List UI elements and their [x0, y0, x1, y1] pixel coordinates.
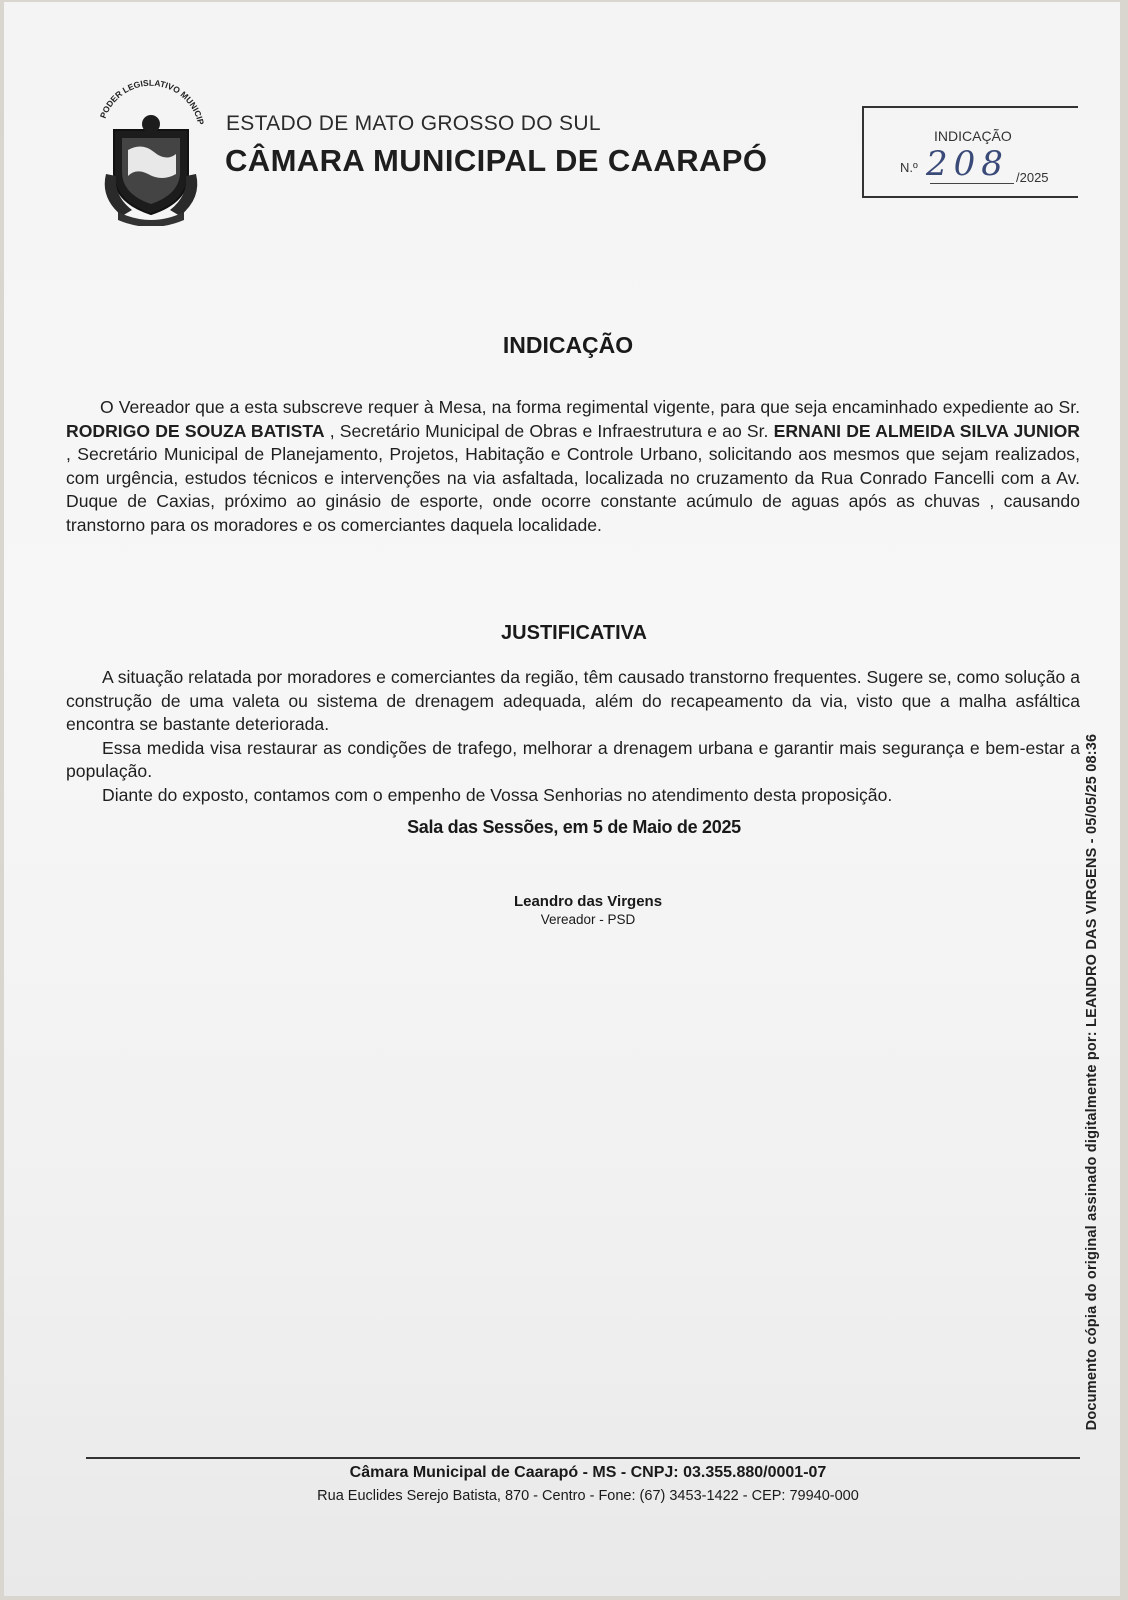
justification-paragraph-1: A situação relatada por moradores e comerciantes da região, têm causado transtorno frequentes. Sugere se, como solução a construção de uma valeta ou sistema de drenagem adequada, além do recapeamento da via, visto que a malha asfáltica encontra se bastante deteriorada. [66, 667, 1080, 735]
handwritten-number: 208 [926, 144, 1009, 184]
signer-role: Vereador - PSD [540, 912, 636, 927]
document-title: INDICAÇÃO [502, 332, 634, 358]
footer-institution: Câmara Municipal de Caarapó - MS - CNPJ: 03.355.880/0001-07 [349, 1464, 827, 1481]
request-text-1: O Vereador que a esta subscreve requer à Mesa, na forma regimental vigente, para que seja encaminhado expediente ao Sr. [100, 397, 1080, 417]
footer-divider [86, 1457, 1080, 1459]
secretary-name-2: ERNANI DE ALMEIDA SILVA JUNIOR [773, 420, 1080, 441]
digital-signature-text: Documento cópia do original assinado digitalmente por: LEANDRO DAS VIRGENS - 05/05/25 08:36 [1084, 733, 1100, 1431]
footer-address: Rua Euclides Serejo Batista, 870 - Centro - Fone: (67) 3453-1422 - CEP: 79940-000 [317, 1488, 859, 1504]
municipal-seal-icon [92, 78, 210, 226]
indicacao-box-label: INDICAÇÃO [934, 128, 1012, 144]
svg-text:PODER LEGISLATIVO MUNICIPAL: PODER LEGISLATIVO MUNICIP [97, 78, 206, 126]
justification-paragraph-3: Diante do exposto, contamos com o empenho de Vossa Senhorias no atendimento desta proposição. [102, 784, 893, 805]
session-date-line: Sala das Sessões, em 5 de Maio de 2025 [407, 817, 741, 837]
request-paragraph [66, 396, 1080, 538]
indicacao-number-box [862, 106, 1078, 198]
state-name: ESTADO DE MATO GROSSO DO SUL [226, 112, 601, 135]
justification-paragraph-2: Essa medida visa restaurar as condições de trafego, melhorar a drenagem urbana e garantir mais segurança e bem-estar a população. [66, 737, 1080, 782]
number-underline [930, 183, 1014, 184]
document-page [4, 2, 1120, 1596]
secretary-name-1: RODRIGO DE SOUZA BATISTA [66, 420, 325, 441]
request-text-2: , Secretário Municipal de Obras e Infraestrutura e ao Sr. [324, 420, 774, 441]
number-year: /2025 [1016, 170, 1049, 185]
chamber-name: CÂMARA MUNICIPAL DE CAARAPÓ [225, 143, 768, 178]
justification-body [66, 666, 1080, 808]
request-text-3: , Secretário Municipal de Planejamento, Projetos, Habitação e Controle Urbano, solicitando aos mesmos que sejam realizados, com urgência, estudos técnicos e intervenções na via asfaltada, localizada no cruzamento da Rua Conrado Fancelli com a Av. Duque de Caxias, próximo ao ginásio de esporte, onde ocorre constante acúmulo de aguas após as chuvas , causando transtorno para os moradores e os comerciantes daquela localidade. [66, 444, 1080, 535]
justification-title: JUSTIFICATIVA [501, 622, 647, 644]
signer-name: Leandro das Virgens [513, 893, 663, 910]
number-prefix: N.º [900, 160, 918, 175]
